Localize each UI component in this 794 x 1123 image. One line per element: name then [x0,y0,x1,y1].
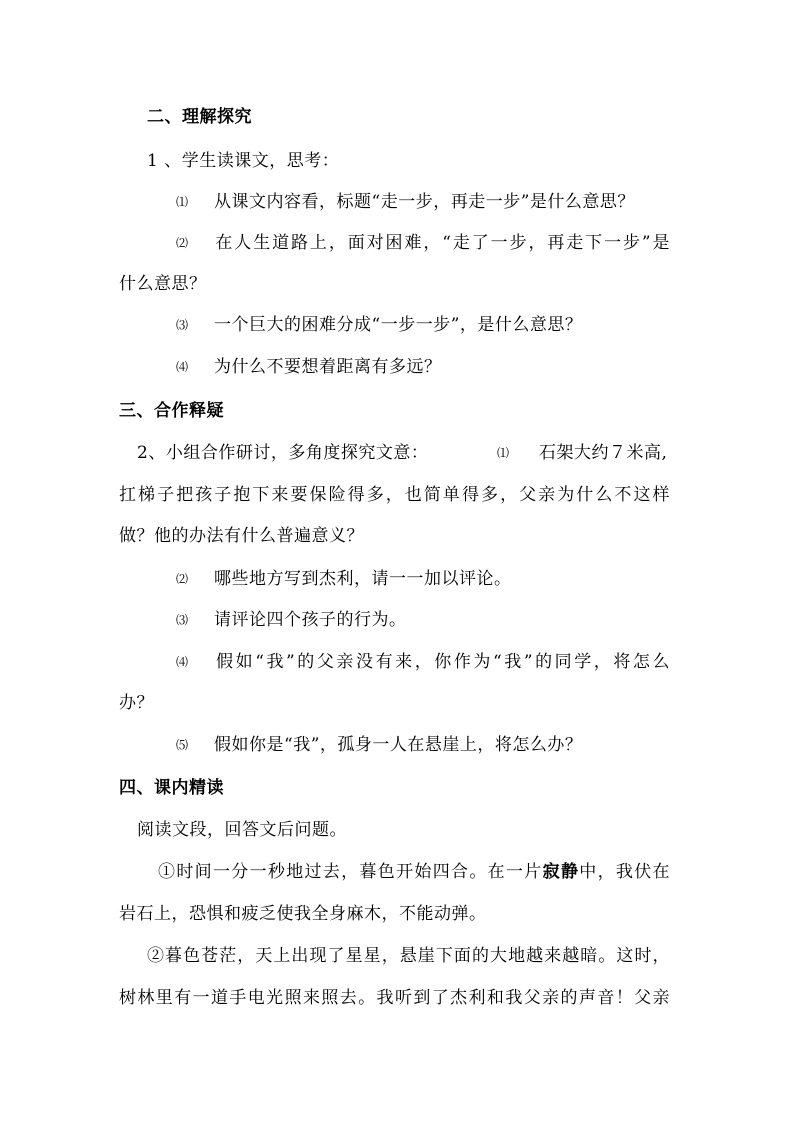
question-text: 为什么不要想着距离有多远？ [214,357,442,377]
question-3-5 [176,734,675,756]
question-text: 在人生道路上，面对困难，“走了一步，再走下一步”是 [214,233,670,253]
question-text: 从课文内容看，标题“走一步，再走一步”是什么意思？ [214,192,635,212]
paragraph-2: ②暮色苍茫，天上出现了星星，悬崖下面的大地越来越暗。这时， [147,946,670,966]
paragraph-1 [158,861,670,883]
emphasized-word: 寂静 [542,862,580,882]
paragraph-2-cont: 树林里有一道手电光照来照去。我听到了杰利和我父亲的声音！父亲 [119,988,670,1008]
question-text: 假如“我”的父亲没有来，你作为“我”的同学，将怎么 [214,652,670,672]
question-text: 石架大约７米高, [539,443,668,463]
question-text: 请评论四个孩子的行为。 [214,610,407,630]
question-3-4 [176,651,670,673]
question-3-1-cont2: 做？他的办法有什么普遍意义？ [119,526,364,546]
question-2-2-cont: 什么意思？ [119,274,207,294]
question-3-1-cont: 扛梯子把孩子抱下来要保险得多，也简单得多，父亲为什么不这样 [119,485,670,505]
question-2-2 [176,232,670,254]
section-heading-2: 二、理解探究 [147,107,252,127]
paragraph-1-cont: 岩石上，恐惧和疲乏使我全身麻木，不能动弹。 [119,904,487,924]
section-heading-4: 四、课内精读 [119,778,224,798]
task-text: 2、小组合作研讨，多角度探究文意： [137,443,429,463]
question-number: ⑶ [176,318,189,332]
question-number: ⑶ [176,613,189,627]
question-3-3 [176,609,675,631]
question-2-4 [176,356,675,378]
question-number: ⑴ [176,195,189,209]
question-text: 哪些地方写到杰利，请一一加以评论。 [214,569,512,589]
task-2 [137,442,670,464]
question-text: 假如你是“我”，孤身一人在悬崖上，将怎么办？ [214,735,583,755]
question-2-3 [176,314,675,336]
question-2-1 [176,191,675,213]
question-text: 一个巨大的困难分成“一步一步”，是什么意思？ [214,315,583,335]
question-number: ⑵ [176,236,189,250]
question-number: ⑸ [176,738,189,752]
paragraph-text: ①时间一分一秒地过去，暮色开始四合。在一片 [158,862,543,882]
question-number: ⑷ [176,655,189,669]
task-1: 1 、学生读课文，思考： [147,151,340,171]
paragraph-text: 中，我伏在 [579,862,671,882]
question-number: ⑵ [176,572,189,586]
question-3-4-cont: 办？ [119,693,154,713]
question-3-1 [497,442,667,464]
question-number: ⑷ [176,360,189,374]
section-heading-3: 三、合作释疑 [119,401,224,421]
reading-instruction: 阅读文段，回答文后问题。 [137,820,347,840]
question-number: ⑴ [497,446,510,460]
question-3-2 [176,568,675,590]
